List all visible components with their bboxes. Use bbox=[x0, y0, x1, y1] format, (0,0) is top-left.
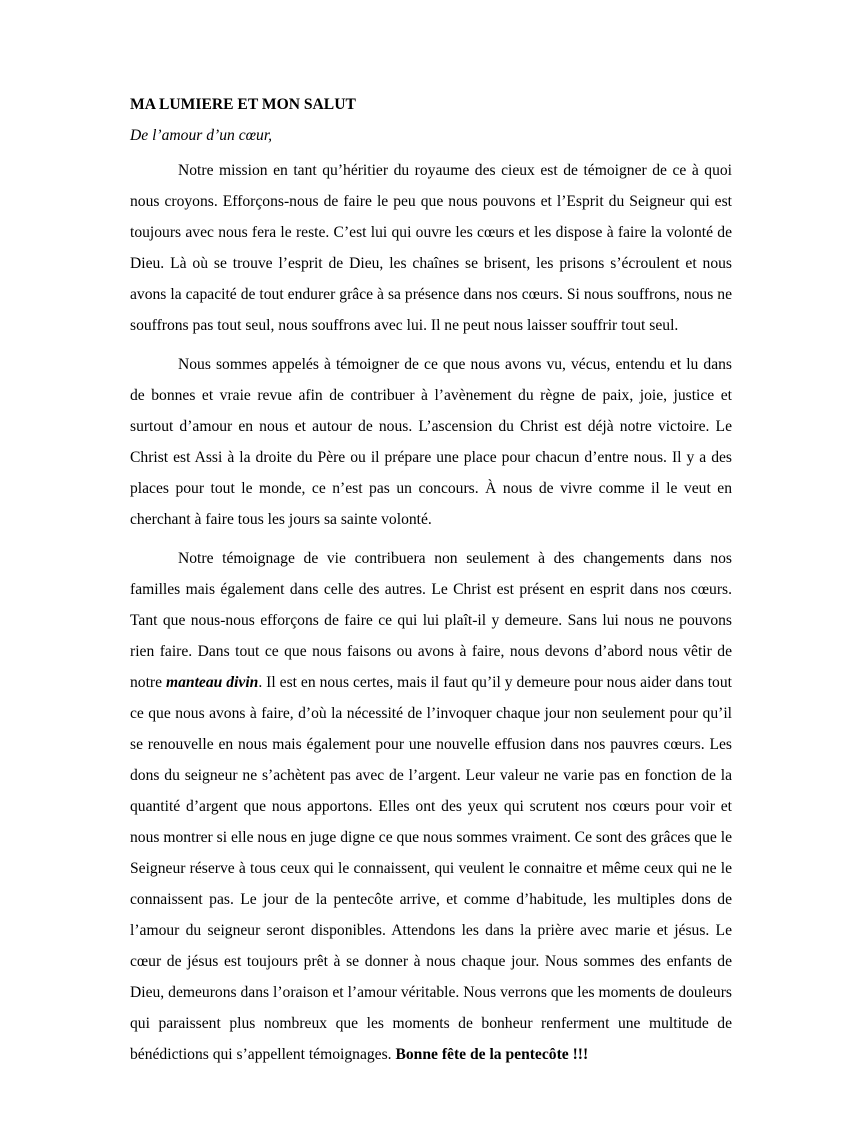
document-title: MA LUMIERE ET MON SALUT bbox=[130, 96, 356, 113]
paragraph-3 bbox=[130, 543, 732, 1070]
paragraph-2: Nous sommes appelés à témoigner de ce que nous avons vu, vécus, entendu et lu dans de bonnes et vraie revue afin de contribuer à l’avènement du règne de paix, joie, justice et surtout d’amour en nous et autour de nous. L’ascension du Christ est déjà notre victoire. Le Christ est Assi à la droite du Père ou il prépare une place pour chacun d’entre nous. Il y a des places pour tout le monde, ce n’est pas un concours. À nous de vivre comme il le veut en cherchant à faire tous les jours sa sainte volonté. bbox=[130, 356, 732, 528]
manteau-divin-emphasis: manteau divin bbox=[166, 674, 259, 691]
paragraph-3-text-body: . Il est en nous certes, mais il faut qu’il y demeure pour nous aider dans tout ce que nous avons à faire, d’où la nécessité de l’invoquer chaque jour non seulement pour qu’il se renouvelle en nous mais également pour une nouvelle effusion dans nos pauvres cœurs. Les dons du seigneur ne s’achètent pas avec de l’argent. Leur valeur ne varie pas en fonction de la quantité d’argent que nous apportons. Elles ont des yeux qui scrutent nos cœurs pour voir et nous montrer si elle nous en juge digne ce que nous sommes vraiment. Ce sont des grâces que le Seigneur réserve à tous ceux qui le connaissent, qui veulent le connaitre et même ceux qui ne le connaissent pas. Le jour de la pentecôte arrive, et comme d’habitude, les multiples dons de l’amour du seigneur seront disponibles. Attendons les dans la prière avec marie et jésus. Le cœur de jésus est toujours prêt à se donner à nous chaque jour. Nous sommes des enfants de Dieu, demeurons dans l’oraison et l’amour véritable. Nous verrons que les moments de douleurs qui paraissent plus nombreux que les moments de bonheur renferment une multitude de bénédictions qui s’appellent témoignages. bbox=[130, 674, 732, 1063]
paragraph-1: Notre mission en tant qu’héritier du royaume des cieux est de témoigner de ce à quoi nous croyons. Efforçons-nous de faire le peu que nous pouvons et l’Esprit du Seigneur qui est toujours avec nous fera le reste. C’est lui qui ouvre les cœurs et les dispose à faire la volonté de Dieu. Là où se trouve l’esprit de Dieu, les chaînes se brisent, les prisons s’écroulent et nous avons la capacité de tout endurer grâce à sa présence dans nos cœurs. Si nous souffrons, nous ne souffrons pas tout seul, nous souffrons avec lui. Il ne peut nous laisser souffrir tout seul. bbox=[130, 162, 732, 334]
document-subtitle: De l’amour d’un cœur, bbox=[130, 127, 273, 144]
closing-greeting: Bonne fête de la pentecôte !!! bbox=[395, 1046, 589, 1063]
document-page bbox=[130, 92, 732, 1078]
paragraph-3-text-start: Notre témoignage de vie contribuera non seulement à des changements dans nos familles mais également dans celle des autres. Le Christ est présent en esprit dans nos cœurs. Tant que nous-nous efforçons de faire ce qui lui plaît-il y demeure. Sans lui nous ne pouvons rien faire. Dans tout ce que nous faisons ou avons à faire, nous devons d’abord nous vêtir de notre bbox=[130, 550, 732, 691]
